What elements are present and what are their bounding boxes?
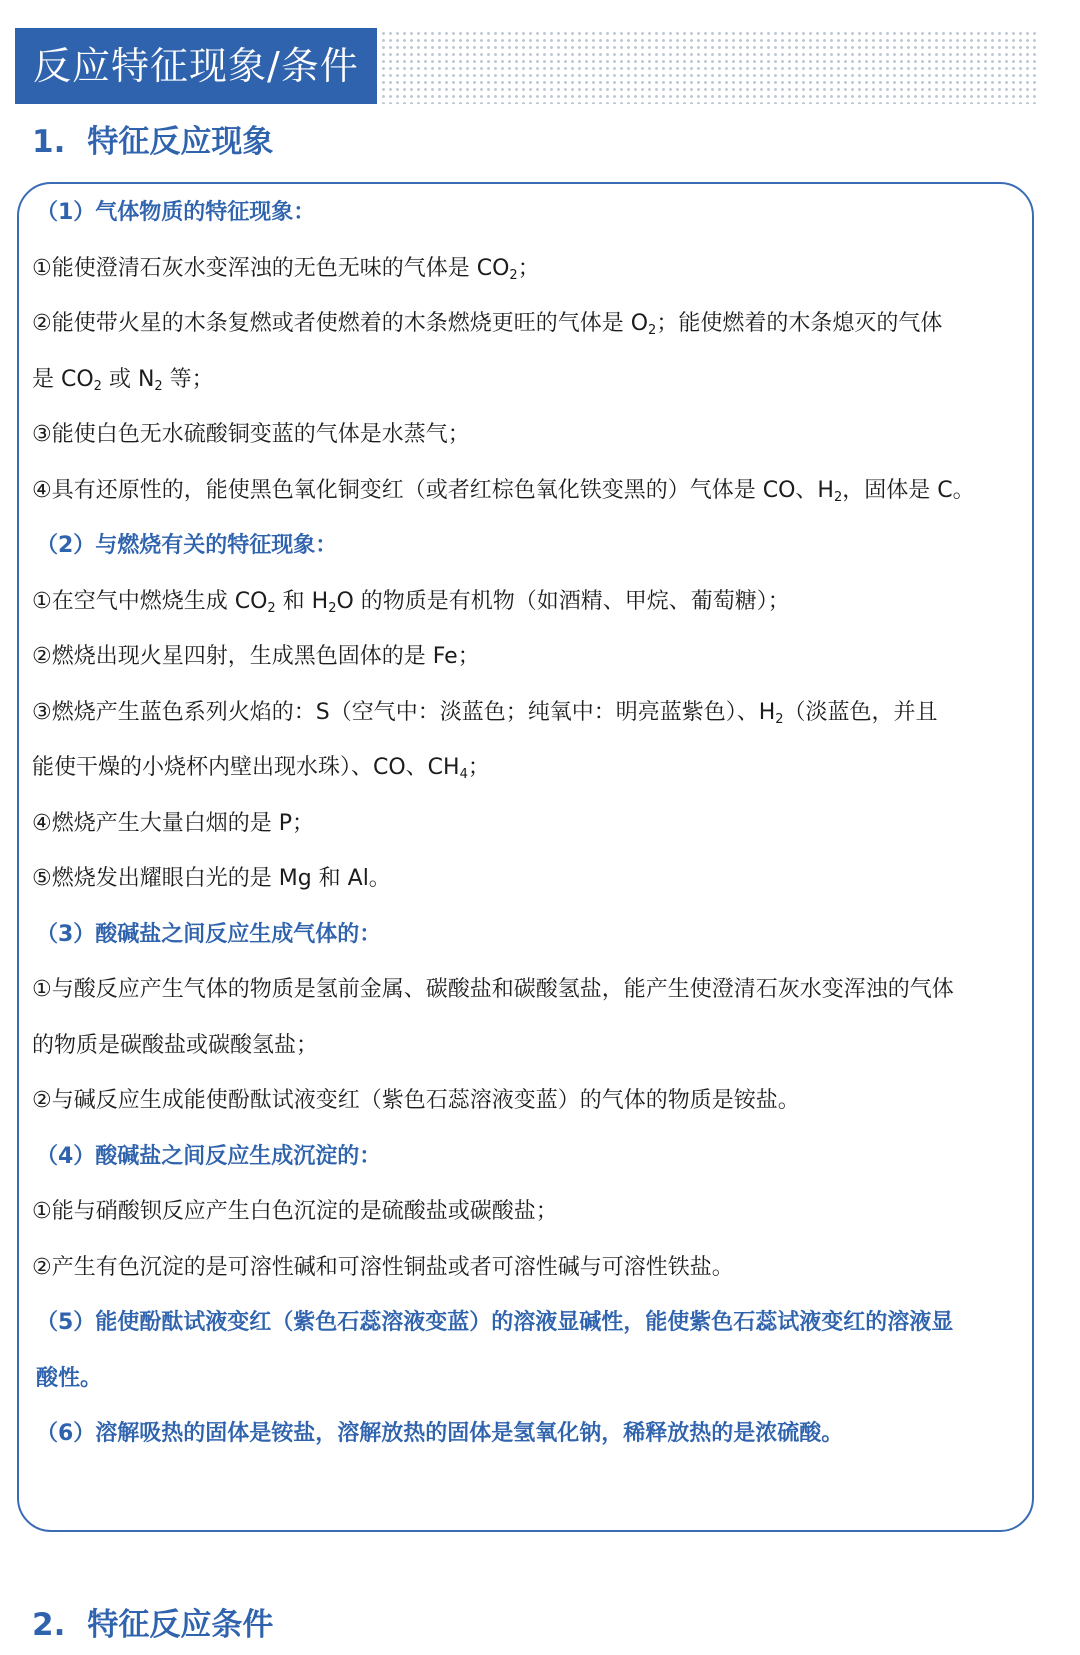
subheading-line: （5）能使酚酞试液变红（紫色石蕊溶液变蓝）的溶液显碱性，能使紫色石蕊试液变红的溶液显	[36, 1310, 954, 1335]
content-line: ②与碱反应生成能使酚酞试液变红（紫色石蕊溶液变蓝）的气体的物质是铵盐。	[32, 1088, 800, 1113]
content-line: ③能使白色无水硫酸铜变蓝的气体是水蒸气；	[32, 422, 470, 447]
section-title: 特征反应条件	[87, 1607, 274, 1643]
content-line: ①能使澄清石灰水变浑浊的无色无味的气体是 $CO_2$；	[32, 255, 540, 283]
content-line: ③燃烧产生蓝色系列火焰的：S（空气中：淡蓝色；纯氧中：明亮蓝紫色）、$H_2$（淡蓝色，并且	[32, 699, 938, 727]
content-line: ①能与硝酸钡反应产生白色沉淀的是硫酸盐或碳酸盐；	[32, 1199, 558, 1224]
content-line: 的物质是碳酸盐或碳酸氢盐；	[32, 1032, 319, 1058]
subheading-line: （3）酸碱盐之间反应生成气体的：	[36, 921, 382, 947]
content-line: ②能使带火星的木条复燃或者使燃着的木条燃烧更旺的气体是 $O_2$；能使燃着的木条熄灭的气体	[32, 311, 943, 338]
content-line: ④燃烧产生大量白烟的是 P；	[32, 810, 314, 836]
section-number: 2.	[32, 1607, 66, 1643]
subheading-line: （1）气体物质的特征现象：	[36, 200, 316, 225]
subheading-line: （2）与燃烧有关的特征现象：	[36, 533, 338, 558]
content-line: ①在空气中燃烧生成 $CO_2$ 和 $H_2O$ 的物质是有机物（如酒精、甲烷、葡萄糖）；	[32, 588, 790, 616]
section-heading-1	[32, 122, 273, 162]
page-banner-title: 反应特征现象/条件	[15, 28, 377, 104]
section-heading-2	[32, 1605, 273, 1645]
content-line: 是 $CO_2$ 或 $N_2$ 等；	[32, 366, 214, 394]
dotted-pattern-decoration	[380, 30, 1040, 104]
content-line: ④具有还原性的，能使黑色氧化铜变红（或者红棕色氧化铁变黑的）气体是 CO、$H_2$，固体是 C。	[32, 477, 975, 505]
content-line: 能使干燥的小烧杯内壁出现水珠）、CO、$CH_4$；	[32, 755, 490, 782]
subheading-line: 酸性。	[36, 1365, 103, 1391]
section-number: 1.	[32, 124, 66, 160]
subheading-line: （4）酸碱盐之间反应生成沉淀的：	[36, 1143, 382, 1169]
content-line: ②燃烧出现火星四射，生成黑色固体的是 Fe；	[32, 644, 480, 669]
content-line: ②产生有色沉淀的是可溶性碱和可溶性铜盐或者可溶性碱与可溶性铁盐。	[32, 1254, 734, 1280]
content-line: ①与酸反应产生气体的物质是氢前金属、碳酸盐和碳酸氢盐，能产生使澄清石灰水变浑浊的气体	[32, 977, 954, 1002]
section-title: 特征反应现象	[87, 124, 274, 160]
subheading-line: （6）溶解吸热的固体是铵盐，溶解放热的固体是氢氧化钠，稀释放热的是浓硫酸。	[36, 1421, 844, 1446]
content-line: ⑤燃烧发出耀眼白光的是 Mg 和 Al。	[32, 866, 391, 891]
